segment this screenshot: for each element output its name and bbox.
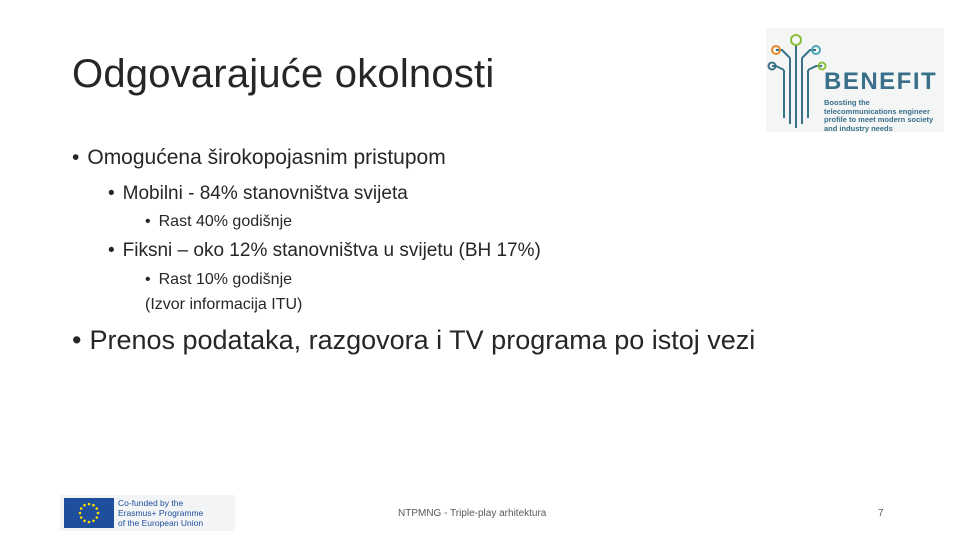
bullet-level1 xyxy=(72,146,446,170)
bullet-text: Mobilni - 84% stanovništva svijeta xyxy=(122,183,408,204)
bullet-dot: • xyxy=(72,146,80,169)
bullet-level2 xyxy=(108,240,541,262)
logo-tagline: Boosting the telecommunications engineer profile to meet modern society and industry needs xyxy=(824,98,934,133)
bullet-level3 xyxy=(145,213,292,231)
bullet-dot: • xyxy=(108,240,115,261)
eu-line: of the European Union xyxy=(118,518,204,528)
bullet-text: Prenos podataka, razgovora i TV programa po istoj vezi xyxy=(89,325,756,355)
bullet-dot: • xyxy=(145,213,151,230)
bullet-dot: • xyxy=(108,183,115,204)
bullet-text: Fiksni – oko 12% stanovništva u svijetu (BH 17%) xyxy=(122,240,541,261)
bullet-text: Rast 40% godišnje xyxy=(158,213,293,230)
slide-title: Odgovarajuće okolnosti xyxy=(72,52,495,96)
bullet-dot: • xyxy=(145,271,151,288)
footer-text: NTPMNG - Triple-play arhitektura xyxy=(398,508,547,519)
bullet-level2 xyxy=(108,183,408,205)
bullet-level1-large xyxy=(72,325,755,356)
source-note: (Izvor informacija ITU) xyxy=(145,296,303,313)
eu-line: Erasmus+ Programme xyxy=(118,508,204,518)
bullet-text: Rast 10% godišnje xyxy=(158,271,293,288)
eu-cofunded-logo xyxy=(60,495,235,531)
eu-text xyxy=(118,498,203,528)
eu-flag-icon xyxy=(64,498,114,528)
page-number: 7 xyxy=(878,508,884,519)
bullet-level3 xyxy=(145,271,292,289)
eu-line: Co-funded by the xyxy=(118,498,184,508)
bullet-text: Omogućena širokopojasnim pristupom xyxy=(87,146,446,169)
bullet-dot: • xyxy=(72,325,82,355)
logo-wordmark: BENEFIT xyxy=(824,68,938,95)
